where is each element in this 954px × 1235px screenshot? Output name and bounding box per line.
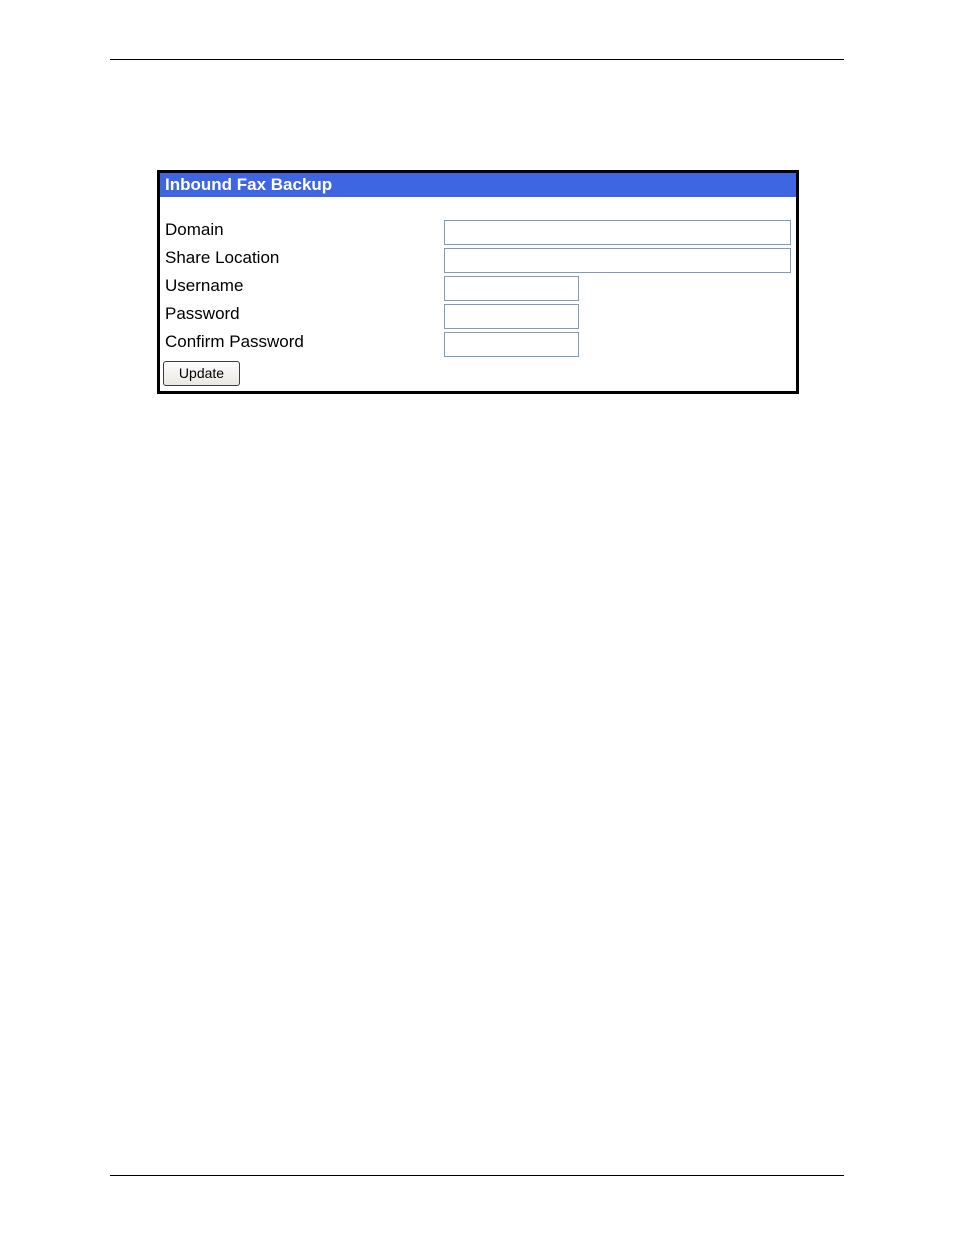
domain-label: Domain <box>165 220 224 239</box>
bottom-divider <box>110 1175 844 1176</box>
panel-title: Inbound Fax Backup <box>165 175 333 194</box>
domain-input[interactable] <box>444 220 791 245</box>
share-location-label: Share Location <box>165 248 280 267</box>
inbound-fax-backup-panel <box>157 170 799 394</box>
confirm-password-input[interactable] <box>444 332 579 357</box>
share-location-input[interactable] <box>444 248 791 273</box>
update-button[interactable]: Update <box>163 361 240 386</box>
username-input[interactable] <box>444 276 579 301</box>
username-label: Username <box>165 276 244 295</box>
panel-header <box>160 173 796 197</box>
top-divider <box>110 59 844 60</box>
password-input[interactable] <box>444 304 579 329</box>
confirm-password-label: Confirm Password <box>165 332 304 351</box>
password-label: Password <box>165 304 240 323</box>
